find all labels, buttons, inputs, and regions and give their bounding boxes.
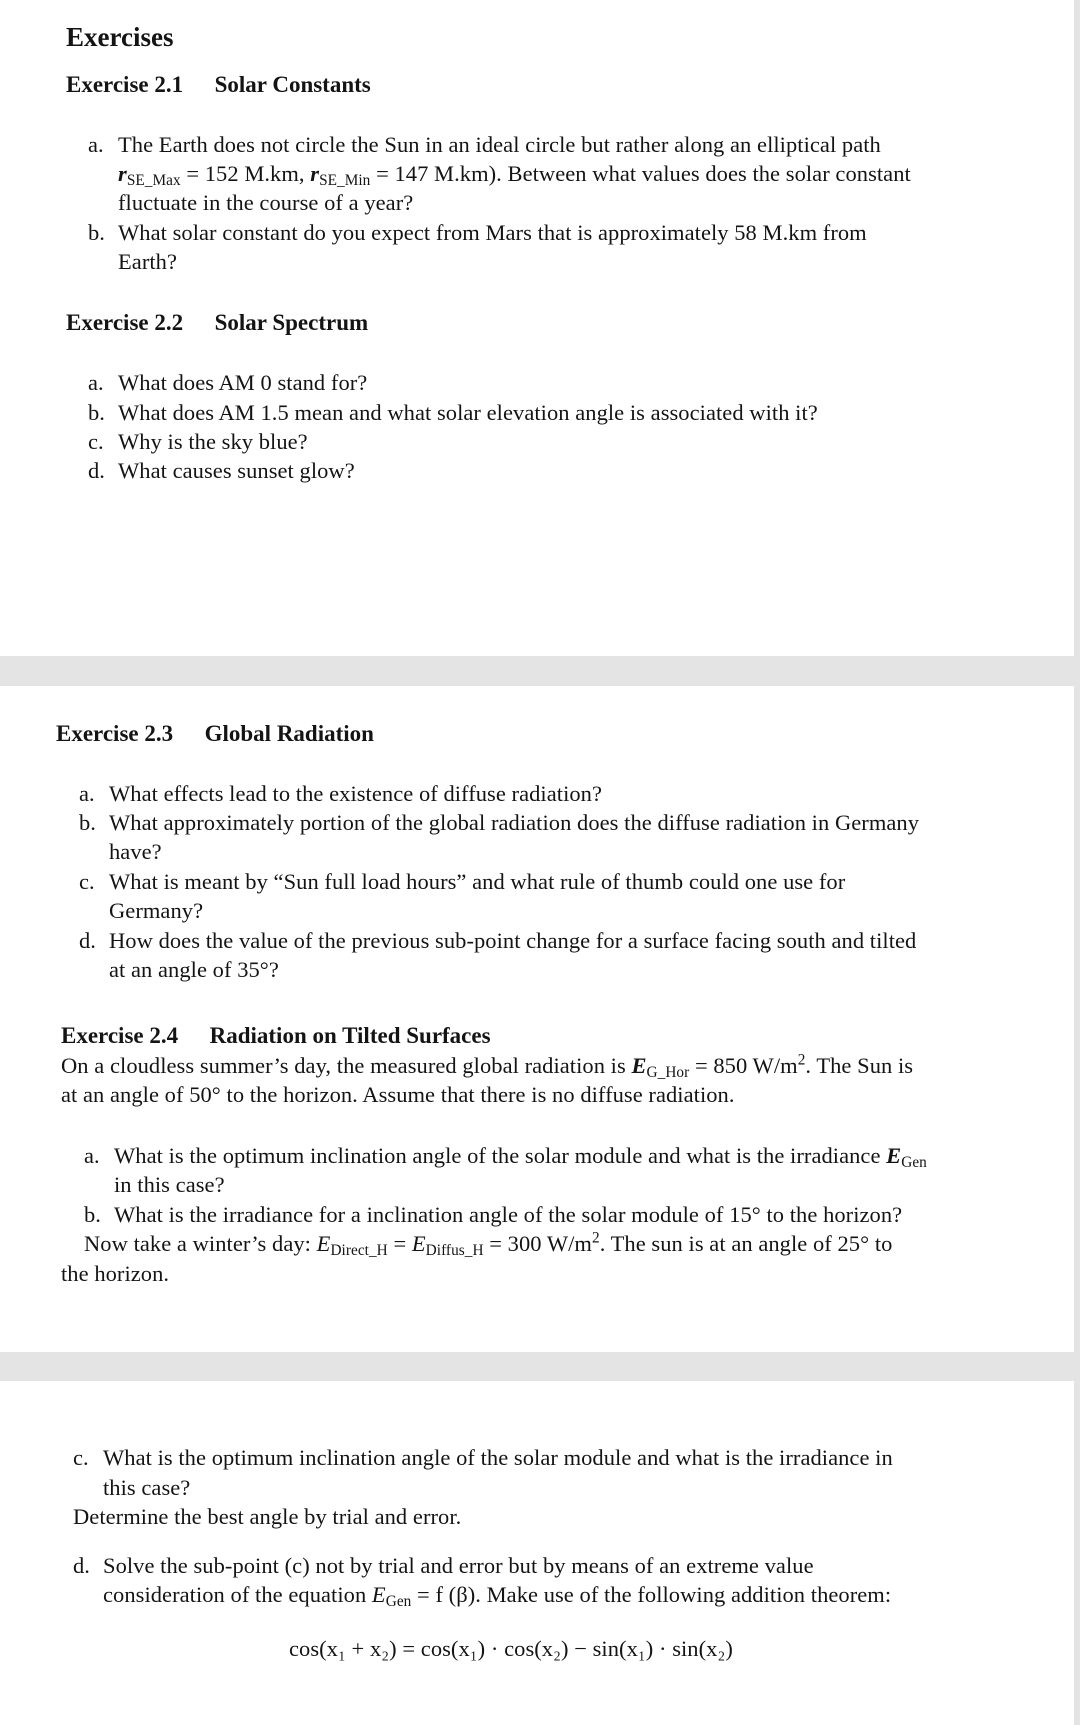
list-item-continuation: $r_{SE\_Max} = 152$ M.km, $r_{SE\_Min} = 147$ M.km). Between what values does the solar constant xyxy=(118,161,911,189)
list-item: b. What approximately portion of the global radiation does the diffuse radiation in Germany xyxy=(79,810,920,835)
exercise-title: Radiation on Tilted Surfaces xyxy=(209,1023,491,1048)
exercise-2-3-heading xyxy=(56,721,374,747)
list-item: a. The Earth does not circle the Sun in an ideal circle but rather along an elliptical path xyxy=(88,132,881,157)
list-item-continuation: consideration of the equation $E_{Gen} = f$ (β). Make use of the following addition theorem: xyxy=(103,1582,892,1610)
list-item-continuation: this case? xyxy=(103,1475,191,1500)
exercise-2-1-heading xyxy=(66,72,371,98)
section-heading: Exercises xyxy=(66,22,174,52)
list-item: b. What does AM 1.5 mean and what solar elevation angle is associated with it? xyxy=(88,400,818,425)
exercise-number: Exercise 2.4 xyxy=(61,1023,179,1048)
exercise-title: Solar Constants xyxy=(214,72,371,97)
list-item: c. What is the optimum inclination angle of the solar module and what is the irradiance in xyxy=(73,1445,893,1470)
item-label: a. xyxy=(88,132,104,157)
paragraph-line: Determine the best angle by trial and error. xyxy=(73,1504,462,1529)
list-item: d. Solve the sub-point (c) not by trial and error but by means of an extreme value xyxy=(73,1553,814,1578)
list-item-continuation: at an angle of 35°? xyxy=(109,957,279,982)
exercise-title: Solar Spectrum xyxy=(214,310,369,335)
exercise-number: Exercise 2.2 xyxy=(66,310,184,335)
paragraph-line: the horizon. xyxy=(61,1261,170,1286)
page-3 xyxy=(0,1381,1074,1725)
formula: cos(x₁ + x₂) = cos(x₁) · cos(x₂) − sin(x₁) · sin(x₂) xyxy=(289,1636,733,1661)
exercise-number: Exercise 2.1 xyxy=(66,72,184,97)
exercise-2-2-heading xyxy=(66,310,368,336)
page-2 xyxy=(0,686,1074,1352)
paragraph: On a cloudless summer’s day, the measured global radiation is $E_{G\_Hor} = 850$ $W/m^2$. The Sun is xyxy=(61,1051,914,1081)
list-item: a. What does AM 0 stand for? xyxy=(88,370,368,395)
list-item-continuation: in this case? xyxy=(114,1172,225,1197)
exercise-2-4-heading xyxy=(61,1023,491,1049)
page-1 xyxy=(0,0,1074,656)
list-item: d. What causes sunset glow? xyxy=(88,458,355,483)
exercise-title: Global Radiation xyxy=(204,721,374,746)
item-label: b. xyxy=(88,220,105,245)
list-item: d. How does the value of the previous sub-point change for a surface facing south and tilted xyxy=(79,928,917,953)
exercise-number: Exercise 2.3 xyxy=(56,721,174,746)
list-item: a. What effects lead to the existence of diffuse radiation? xyxy=(79,781,603,806)
list-item: a. What is the optimum inclination angle of the solar module and what is the irradiance $E_{Gen}$ xyxy=(84,1143,927,1171)
list-item: c. What is meant by “Sun full load hours” and what rule of thumb could one use for xyxy=(79,869,846,894)
paragraph: Now take a winter’s day: $E_{Direct\_H} = E_{Diffus\_H} = 300$ $W/m^2$. The sun is at an angle of 25° to xyxy=(84,1229,893,1259)
list-item: b. What solar constant do you expect from Mars that is approximately 58 M.km from xyxy=(88,220,867,245)
list-item-continuation: have? xyxy=(109,839,162,864)
paragraph-line: at an angle of 50° to the horizon. Assume that there is no diffuse radiation. xyxy=(61,1082,735,1107)
list-item-continuation: Earth? xyxy=(118,249,178,274)
list-item: b. What is the irradiance for a inclination angle of the solar module of 15° to the horizon? xyxy=(84,1202,903,1227)
list-item: c. Why is the sky blue? xyxy=(88,429,308,454)
list-item-continuation: Germany? xyxy=(109,898,204,923)
list-item-continuation: fluctuate in the course of a year? xyxy=(118,190,414,215)
